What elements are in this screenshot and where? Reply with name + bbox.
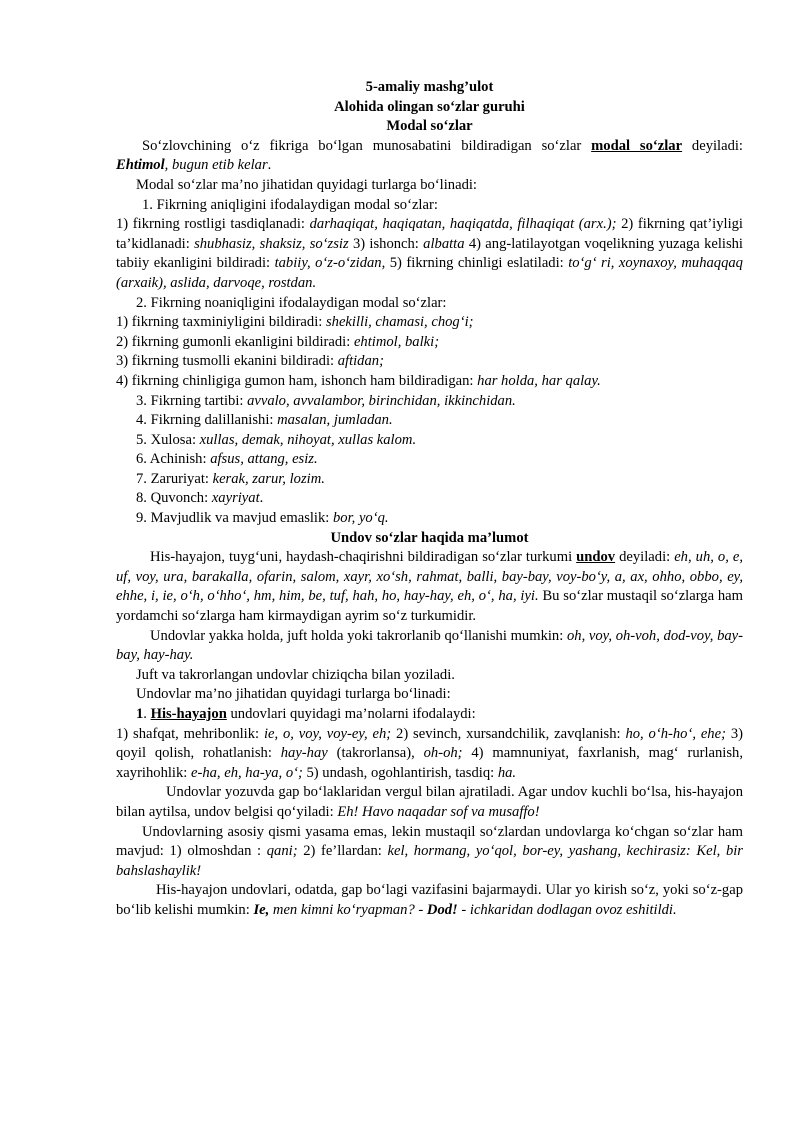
list-item: 4. Fikrning dalillanishi: masalan, jumladan. — [136, 412, 393, 429]
undov-type-1-details: 1) shafqat, mehribonlik: ie, o, voy, voy-ey, eh; 2) sevinch, xursandchilik, zavqlanish: ho, o‘h-ho‘, ehe; 3) qoyil qolish, rohatlanish: hay-hay (takrorlansa), oh-oh; 4) mamnuniyat, faxrlanish, mag‘ rurlanish, xayrihohlik: e-ha, eh, ha-ya, o‘; 5) undash, ogohlantirish, tasdiq: ha. — [116, 725, 743, 781]
list-item: 8. Quvonch: xayriyat. — [136, 490, 264, 507]
undov-type-1-heading: 1. His-hayajon undovlari quyidagi ma’nolarni ifodalaydi: — [136, 706, 476, 722]
undov-derivation-paragraph: Undovlarning asosiy qismi yasama emas, lekin mustaqil so‘zlardan undovlarga ko‘chgan so‘zlar ham mavjud: 1) olmoshdan : qani; 2) fe’llardan: kel, hormang, yo‘qol, bor-ey, yashang, kechirasiz: Kel, bir bahslashaylik! — [116, 823, 743, 879]
modal-types-intro: Modal so‘zlar ma’no jihatidan quyidagi turlarga bo‘linadi: — [136, 176, 477, 193]
exercise-title: 5-amaliy mashg’ulot — [365, 79, 494, 95]
undov-types-intro: Undovlar ma’no jihatidan quyidagi turlarga bo‘linadi: — [136, 686, 451, 703]
list-item: 6. Achinish: afsus, attang, esiz. — [136, 451, 318, 468]
list-item: 9. Mavjudlik va mavjud emaslik: bor, yo‘q. — [136, 510, 389, 527]
undov-writing-rule: Juft va takrorlangan undovlar chiziqcha bilan yoziladi. — [136, 666, 455, 683]
modal-type-1-details: 1) fikrning rostligi tasdiqlanadi: darhaqiqat, haqiqatan, haqiqatda, filhaqiqat (arx.); 2) fikrning qat’iyligi ta’kidlanadi: shubhasiz, shaksiz, so‘zsiz 3) ishonch: albatta 4) ang-latilayotgan voqelikning yuzaga kelishi tabiiy ekanligini bildiradi: tabiiy, o‘z-o‘zidan, 5) fikrning chinligi eslatiladi: to‘g‘ ri, xoynaxoy, muhaqqaq (arxaik), aslida, darvoqe, rostdan. — [116, 216, 743, 291]
undov-function-paragraph: His-hayajon undovlari, odatda, gap bo‘lagi vazifasini bajarmaydi. Ular yo kirish so‘z, yoki so‘z-gap bo‘lib kelishi mumkin: Ie, men kimni ko‘ryapman? - Dod! - ichkaridan dodlagan ovoz eshitildi. — [116, 882, 743, 918]
list-item: 1) fikrning taxminiyligini bildiradi: shekilli, chamasi, chog‘i; — [116, 314, 474, 331]
list-item: 2) fikrning gumonli ekanligini bildiradi: ehtimol, balki; — [116, 333, 440, 350]
list-item: 4) fikrning chinligiga gumon ham, ishonch ham bildiradigan: har holda, har qalay. — [116, 372, 601, 389]
list-item: 3. Fikrning tartibi: avvalo, avvalambor, birinchidan, ikkinchidan. — [136, 392, 516, 409]
modal-type-2-heading: 2. Fikrning noaniqligini ifodalaydigan modal so‘zlar: — [136, 294, 447, 311]
document-page — [116, 78, 743, 921]
list-item: 7. Zaruriyat: kerak, zarur, lozim. — [136, 470, 325, 487]
modal-definition-paragraph: So‘zlovchining o‘z fikriga bo‘lgan munosabatini bildiradigan so‘zlar modal so‘zlar deyiladi: Ehtimol, bugun etib kelar. — [116, 137, 743, 174]
undov-punctuation-paragraph: Undovlar yozuvda gap bo‘laklaridan vergul bilan ajratiladi. Agar undov kuchli bo‘lsa, his-hayajon bilan aytilsa, undov belgisi qo‘yiladi: Eh! Havo naqadar sof va musaffo! — [116, 784, 743, 820]
undov-definition-paragraph: His-hayajon, tuyg‘uni, haydash-chaqirishni bildiradigan so‘zlar turkumi undov deyiladi: eh, uh, o, e, uf, voy, ura, barakalla, ofarin, salom, xayr, xo‘sh, rahmat, balli, bay-bay, voy-bo‘y, a, ax, ohho, obbo, ey, ehhe, i, ie, o‘h, o‘hho‘, hm, him, be, tuf, hah, ho, hay-hay, eh, o‘, ha, iyi. Bu so‘zlar mustaqil so‘zlarga ham yordamchi so‘zlarga ham kirmaydigan ayrim so‘z turkumidir. — [116, 549, 744, 625]
list-item: 3) fikrning tusmolli ekanini bildiradi: aftidan; — [116, 353, 384, 370]
list-item: 5. Xulosa: xullas, demak, nihoyat, xullas kalom. — [136, 431, 417, 448]
modal-type-1-heading: 1. Fikrning aniqligini ifodalaydigan modal so‘zlar: — [142, 196, 438, 213]
subsection-title-undov: Undov so‘zlar haqida ma’lumot — [330, 529, 529, 546]
section-title: Alohida olingan so‘zlar guruhi — [334, 98, 525, 115]
subsection-title-modal: Modal so‘zlar — [386, 118, 473, 135]
undov-usage-paragraph: Undovlar yakka holda, juft holda yoki takrorlanib qo‘llanishi mumkin: oh, voy, oh-voh, dod-voy, bay-bay, hay-hay. — [116, 627, 744, 664]
